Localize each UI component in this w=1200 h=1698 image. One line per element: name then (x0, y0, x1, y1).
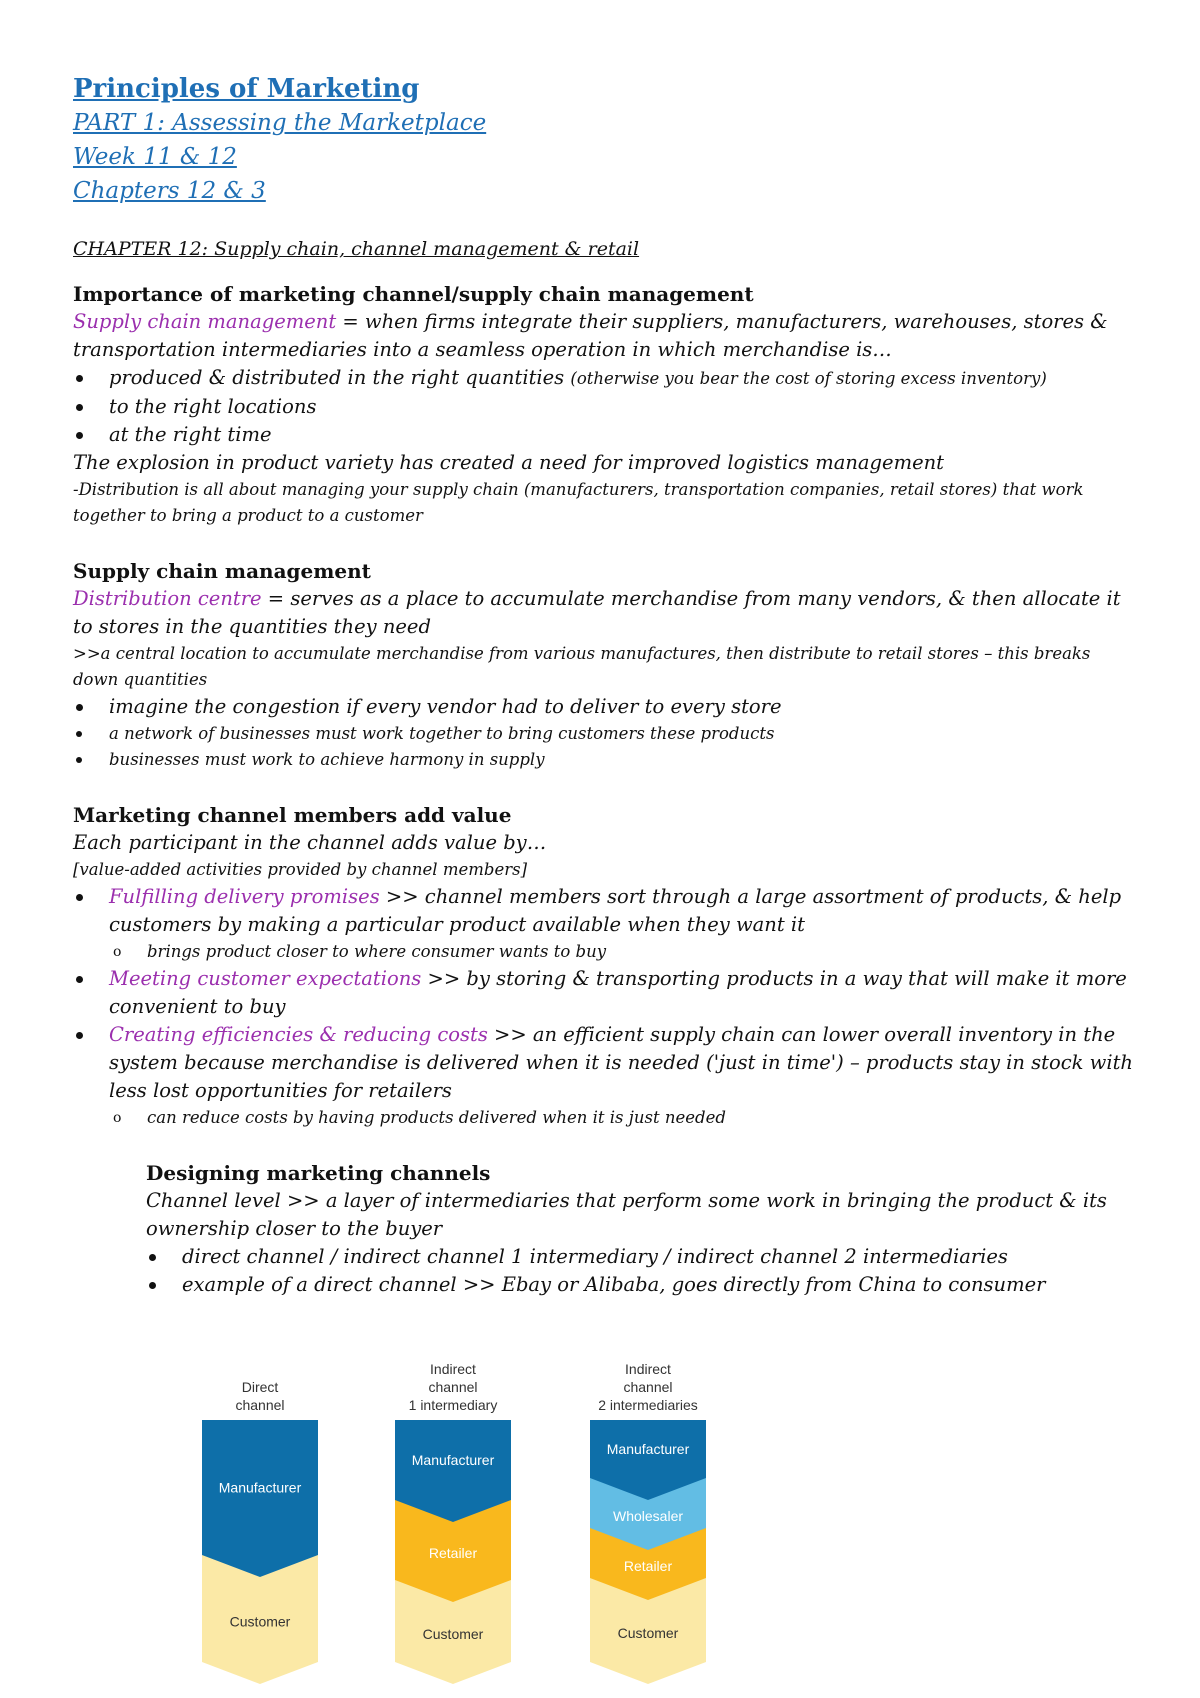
weeks-link[interactable]: Week 11 & 12 (73, 144, 237, 170)
stage-manufacturer-label: Manufacturer (411, 1452, 495, 1468)
list-item: imagine the congestion if every vendor had to deliver to every store (73, 693, 1133, 721)
definition (73, 585, 1133, 641)
bullet-list (73, 965, 1133, 1105)
list-item (73, 883, 1133, 939)
stage-wholesaler-label: Wholesaler (612, 1508, 684, 1524)
column-title-line: Indirect (430, 1361, 476, 1377)
bullet-list (73, 693, 1133, 773)
stage-retailer-label: Retailer (623, 1558, 673, 1574)
definition (73, 308, 1133, 364)
column-title-line: channel (428, 1379, 478, 1395)
chapters-link[interactable]: Chapters 12 & 3 (73, 178, 266, 204)
sub-list (73, 1105, 1133, 1131)
column-title-line: Indirect (625, 1361, 671, 1377)
paragraph-note: >>a central location to accumulate merchandise from various manufactures, then distribute to retail stores – this breaks down quantities (73, 644, 1091, 689)
bullet-list (73, 883, 1133, 939)
bullet-text: >> channel members sort through a large assortment of products, & help customers by making a particular product available when they want it (109, 885, 1122, 936)
bullet-list (146, 1243, 1133, 1299)
bullet-note: (otherwise you bear the cost of storing excess inventory) (570, 369, 1047, 388)
term: Creating efficiencies & reducing costs (109, 1023, 488, 1046)
section-scm (73, 557, 1133, 773)
term: Distribution centre (73, 587, 262, 610)
paragraph-note: [value-added activities provided by channel members] (73, 860, 528, 879)
paragraph: The explosion in product variety has created a need for improved logistics management (73, 451, 945, 474)
bullet-list (73, 364, 1133, 449)
document-page (73, 72, 1133, 1299)
bullet-text: >> by storing & transporting products in a way that will make it more convenient to buy (109, 967, 1127, 1018)
sub-list-item: o brings product closer to where consumer wants to buy (73, 939, 1133, 965)
section-value (73, 801, 1133, 1131)
paragraph-note: -Distribution is all about managing your supply chain (manufacturers, transportation companies, retail stores) that work together to bring a product to a customer (73, 480, 1084, 525)
list-item (73, 1021, 1133, 1105)
bullet-text: >> an efficient supply chain can lower overall inventory in the system because merchandise is delivered when it is needed ('just in time') – products stay in stock with less lost opportunities for retailers (109, 1023, 1133, 1102)
list-item: businesses must work to achieve harmony in supply (73, 747, 1133, 773)
section-heading: Importance of marketing channel/supply chain management (73, 282, 754, 306)
section-importance (73, 280, 1133, 529)
definition-text: = serves as a place to accumulate merchandise from many vendors, & then allocate it to stores in the quantities they need (73, 587, 1121, 638)
part-link[interactable]: PART 1: Assessing the Marketplace (73, 110, 487, 136)
chapter-heading: CHAPTER 12: Supply chain, channel management & retail (73, 238, 640, 260)
paragraph: Channel level >> a layer of intermediaries that perform some work in bringing the product & its ownership closer to the buyer (146, 1189, 1107, 1240)
list-item: to the right locations (73, 393, 1133, 421)
channel-diagram-svg (190, 1340, 750, 1690)
section-heading: Marketing channel members add value (73, 803, 512, 827)
list-item (73, 965, 1133, 1021)
list-item: direct channel / indirect channel 1 intermediary / indirect channel 2 intermediaries (146, 1243, 1133, 1271)
paragraph: Each participant in the channel adds value by… (73, 831, 547, 854)
stage-customer-label: Customer (229, 1613, 291, 1630)
column-title-line: 2 intermediaries (598, 1397, 698, 1413)
stage-customer-label: Customer (422, 1626, 484, 1642)
section-heading: Supply chain management (73, 559, 371, 583)
term: Meeting customer expectations (109, 967, 422, 990)
channel-diagram (190, 1340, 750, 1690)
column-title-line: channel (623, 1379, 673, 1395)
column-title-line: 1 intermediary (408, 1397, 498, 1413)
term: Fulfilling delivery promises (109, 885, 380, 908)
list-item (73, 364, 1133, 393)
column-title-line: channel (235, 1397, 285, 1413)
list-item: example of a direct channel >> Ebay or Alibaba, goes directly from China to consumer (146, 1271, 1133, 1299)
column-title-line: Direct (241, 1379, 279, 1395)
section-design (146, 1159, 1133, 1299)
section-heading: Designing marketing channels (146, 1161, 491, 1185)
bullet-text: produced & distributed in the right quantities (109, 366, 571, 389)
stage-retailer-label: Retailer (428, 1545, 478, 1561)
stage-manufacturer-shape (202, 1420, 318, 1577)
stage-manufacturer-label: Manufacturer (606, 1441, 690, 1457)
stage-customer-label: Customer (617, 1625, 679, 1641)
doc-title[interactable]: Principles of Marketing (73, 74, 420, 104)
definition-text: = when firms integrate their suppliers, manufacturers, warehouses, stores & transportation intermediaries into a seamless operation in which merchandise is… (73, 310, 1108, 361)
stage-manufacturer-label: Manufacturer (218, 1479, 302, 1496)
term: Supply chain management (73, 310, 337, 333)
sub-list-item: o can reduce costs by having products delivered when it is just needed (73, 1105, 1133, 1131)
sub-list (73, 939, 1133, 965)
list-item: a network of businesses must work together to bring customers these products (73, 721, 1133, 747)
list-item: at the right time (73, 421, 1133, 449)
